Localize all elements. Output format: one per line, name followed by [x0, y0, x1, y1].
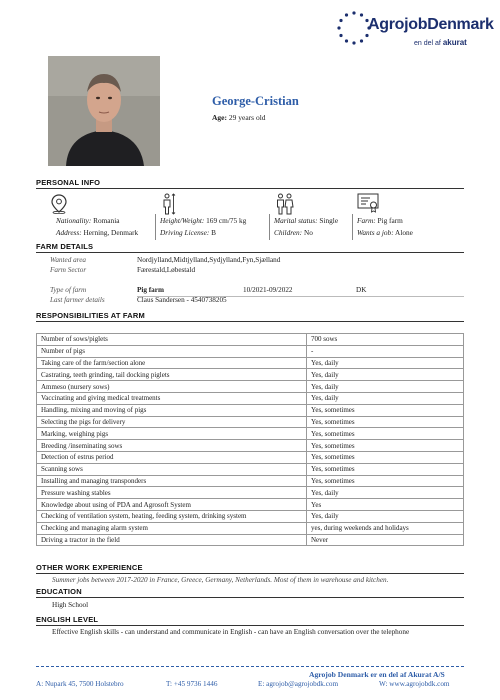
- divider: [269, 214, 270, 240]
- footer-divider: [36, 666, 464, 667]
- footer-company: Agrojob Denmark er en del af Akurat A/S: [309, 670, 445, 679]
- nationality-value: Romania: [93, 216, 120, 225]
- responsibility-value: Yes, sometimes: [307, 475, 464, 487]
- responsibility-value: Yes, daily: [307, 510, 464, 522]
- responsibility-value: Yes, sometimes: [307, 428, 464, 440]
- responsibility-value: Yes, sometimes: [307, 451, 464, 463]
- address-value: Herning, Denmark: [83, 228, 139, 237]
- last-farmer-label: Last farmer details: [50, 296, 105, 304]
- responsibility-task: Handling, mixing and moving of pigs: [37, 404, 307, 416]
- wanted-area-label: Wanted area: [50, 256, 86, 264]
- table-row: [37, 381, 464, 393]
- table-row: [37, 475, 464, 487]
- address-line: [56, 228, 138, 237]
- table-row: [37, 522, 464, 534]
- license-line: [160, 228, 216, 237]
- logo-sub-brand: akurat: [442, 38, 467, 47]
- responsibility-value: Yes, daily: [307, 487, 464, 499]
- wanted-area-value: Nordjylland,Midtjylland,Sydjylland,Fyn,Sjælland: [137, 256, 281, 264]
- responsibility-task: Number of pigs: [37, 345, 307, 357]
- responsibility-task: Number of sows/piglets: [37, 334, 307, 346]
- responsibility-task: Castrating, teeth grinding, tail docking piglets: [37, 369, 307, 381]
- responsibility-value: -: [307, 345, 464, 357]
- age-value: 29 years old: [228, 113, 266, 122]
- logo-brand: AgrojobDenmark: [368, 16, 494, 33]
- farm-sector-label: Farm Sector: [50, 266, 87, 274]
- responsibility-task: Knowledge about using of PDA and Agrosoft System: [37, 499, 307, 511]
- divider: [36, 188, 464, 189]
- responsibility-task: Ammeso (nursery sows): [37, 381, 307, 393]
- responsibility-task: Detection of estrus period: [37, 451, 307, 463]
- table-row: [37, 357, 464, 369]
- english-text: Effective English skills - can understand and communicate in English - can have an English conversation over the telephone: [52, 628, 410, 636]
- nationality-label: Nationality:: [56, 216, 92, 225]
- address-label: Address:: [56, 228, 82, 237]
- responsibility-value: Never: [307, 534, 464, 546]
- farm-type-label: Type of farm: [50, 286, 87, 294]
- table-row: [37, 440, 464, 452]
- children-line: [274, 228, 313, 237]
- footer-web[interactable]: W: www.agrojobdk.com: [379, 680, 450, 688]
- responsibility-value: Yes, sometimes: [307, 440, 464, 452]
- candidate-name: George-Cristian: [212, 94, 299, 108]
- other-experience-text: Summer jobs between 2017-2020 in France, Greece, Germany, Netherlands. Most of them in warehouse and kitchen.: [52, 576, 389, 584]
- divider: [352, 214, 353, 240]
- farm-country: DK: [356, 286, 367, 294]
- responsibility-value: Yes, daily: [307, 369, 464, 381]
- last-farmer-value: Claus Sandersen - 4540738205: [137, 296, 227, 304]
- section-farm-details: FARM DETAILS: [36, 242, 94, 251]
- farm-sector-value: Færestald,Løbestald: [137, 266, 196, 274]
- table-row: [37, 404, 464, 416]
- table-row: [37, 392, 464, 404]
- divider: [36, 573, 464, 574]
- table-row: [37, 416, 464, 428]
- logo-sub-prefix: en del af: [414, 40, 441, 47]
- marital-value: Single: [319, 216, 339, 225]
- responsibility-value: Yes, daily: [307, 357, 464, 369]
- responsibility-task: Breeding /inseminating sows: [37, 440, 307, 452]
- farm-line: [357, 216, 403, 225]
- responsibility-task: Vaccinating and giving medical treatments: [37, 392, 307, 404]
- divider: [36, 252, 464, 253]
- responsibility-value: yes, during weekends and holidays: [307, 522, 464, 534]
- responsibility-task: Selecting the pigs for delivery: [37, 416, 307, 428]
- height-label: Height/Weight:: [160, 216, 205, 225]
- responsibility-task: Scanning sows: [37, 463, 307, 475]
- table-row: [37, 463, 464, 475]
- responsibility-value: Yes, sometimes: [307, 463, 464, 475]
- children-label: Children:: [274, 228, 303, 237]
- responsibility-value: Yes, sometimes: [307, 416, 464, 428]
- footer-address: A: Nupark 45, 7500 Holstebro: [36, 680, 124, 688]
- location-pin-icon: [50, 194, 68, 214]
- table-row: [37, 487, 464, 499]
- section-english: ENGLISH LEVEL: [36, 615, 99, 624]
- logo-sub: [414, 38, 467, 47]
- age-label: Age:: [212, 113, 227, 122]
- responsibility-value: Yes, sometimes: [307, 404, 464, 416]
- table-row: [37, 334, 464, 346]
- footer-phone[interactable]: T: +45 9736 1446: [166, 680, 218, 688]
- responsibility-task: Checking and managing alarm system: [37, 522, 307, 534]
- section-personal-info: PERSONAL INFO: [36, 178, 101, 187]
- wants-label: Wants a job:: [357, 228, 394, 237]
- divider: [36, 625, 464, 626]
- table-row: [37, 428, 464, 440]
- farm-type-value: Pig farm: [137, 286, 164, 294]
- marital-label: Marital status:: [274, 216, 318, 225]
- table-row: [37, 510, 464, 522]
- marital-line: [274, 216, 338, 225]
- responsibility-task: Installing and managing transponders: [37, 475, 307, 487]
- wants-line: [357, 228, 413, 237]
- divider: [155, 214, 156, 240]
- farm-value: Pig farm: [377, 216, 403, 225]
- divider: [36, 321, 464, 322]
- farm-period: 10/2021-09/2022: [243, 286, 293, 294]
- table-row: [37, 499, 464, 511]
- nationality-line: [56, 216, 119, 225]
- responsibility-value: Yes: [307, 499, 464, 511]
- responsibility-task: Checking of ventilation system, heating, feeding system, drinking system: [37, 510, 307, 522]
- candidate-age: [212, 113, 266, 122]
- family-icon: [276, 193, 294, 215]
- divider: [36, 597, 464, 598]
- license-value: B: [211, 228, 216, 237]
- farm-certificate-icon: [357, 193, 379, 213]
- responsibility-task: Taking care of the farm/section alone: [37, 357, 307, 369]
- responsibility-task: Marking, weighing pigs: [37, 428, 307, 440]
- footer-email[interactable]: E: agrojob@agrojobdk.com: [258, 680, 339, 688]
- height-line: [160, 216, 246, 225]
- height-value: 169 cm/75 kg: [206, 216, 247, 225]
- profile-photo: [48, 56, 160, 166]
- person-height-icon: [162, 193, 176, 215]
- wants-value: Alone: [395, 228, 413, 237]
- table-row: [37, 369, 464, 381]
- responsibility-value: 700 sows: [307, 334, 464, 346]
- section-education: EDUCATION: [36, 587, 82, 596]
- star-circle-icon: [336, 10, 372, 46]
- section-other-experience: OTHER WORK EXPERIENCE: [36, 563, 143, 572]
- responsibility-task: Driving a tractor in the field: [37, 534, 307, 546]
- responsibilities-table: [36, 333, 464, 546]
- license-label: Driving License:: [160, 228, 210, 237]
- agrojob-logo: [336, 10, 494, 50]
- responsibility-value: Yes, daily: [307, 381, 464, 393]
- table-row: [37, 534, 464, 546]
- section-responsibilities: RESPONSIBILITIES AT FARM: [36, 311, 145, 320]
- children-value: No: [303, 228, 313, 237]
- farm-label: Farm:: [357, 216, 376, 225]
- responsibility-task: Pressure washing stables: [37, 487, 307, 499]
- table-row: [37, 451, 464, 463]
- responsibility-value: Yes, daily: [307, 392, 464, 404]
- education-text: High School: [52, 601, 89, 609]
- table-row: [37, 345, 464, 357]
